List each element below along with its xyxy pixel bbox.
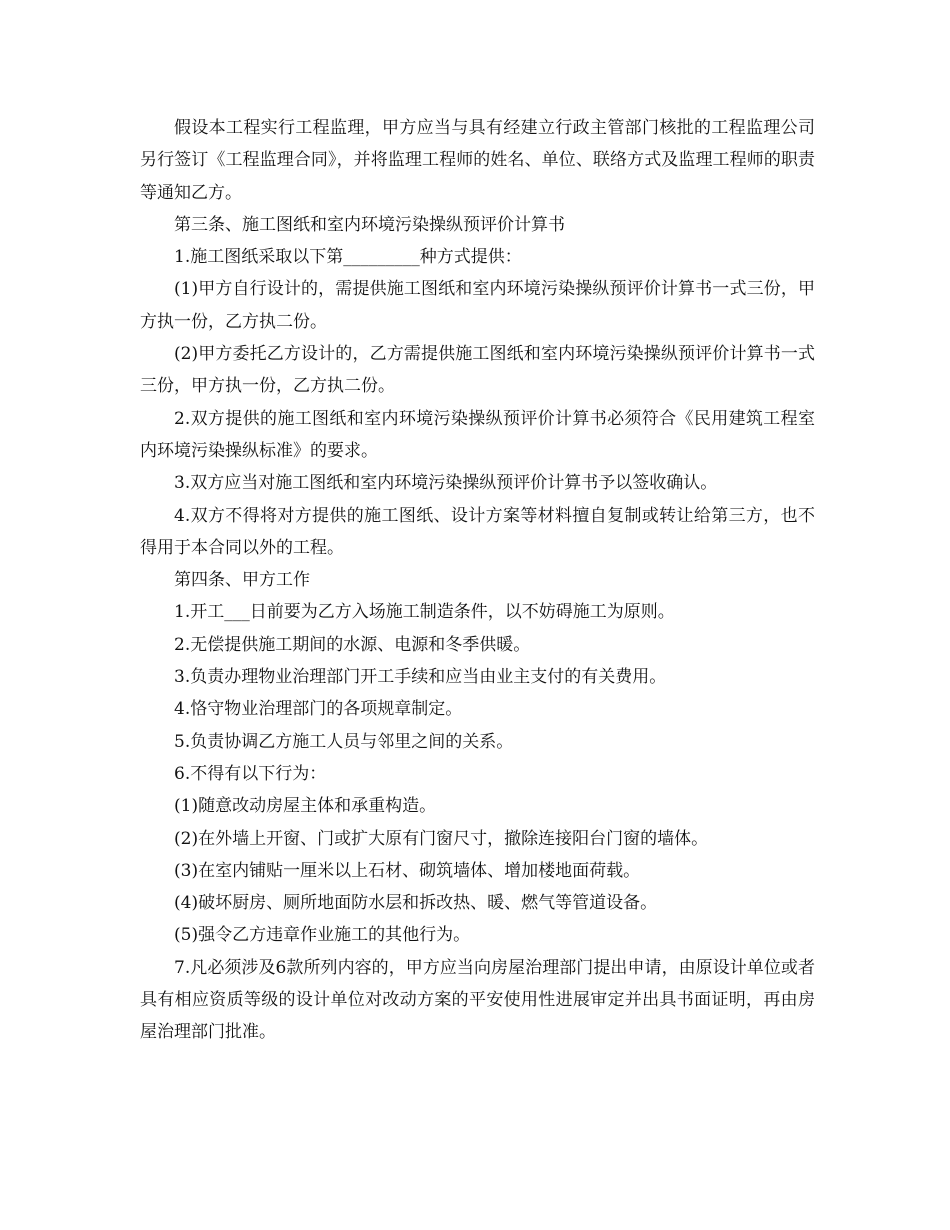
paragraph-4-5: 5.负责协调乙方施工人员与邻里之间的关系。	[174, 731, 514, 752]
paragraph-4-2: 2.无偿提供施工期间的水源、电源和冬季供暖。	[174, 634, 531, 655]
paragraph-3-1-1: (1)甲方自行设计的，需提供施工图纸和室内环境污染操纵预评价计算书一式三份，甲方执一份，乙方执二份。	[140, 279, 815, 332]
paragraph-4-7: 7.凡必须涉及6款所列内容的，甲方应当向房屋治理部门提出申请，由原设计单位或者具有相应资质等级的设计单位对改动方案的平安使用性进展审定并出具书面证明，再由房屋治理部门批准。	[140, 957, 815, 1043]
paragraph-4-6-3: (3)在室内铺贴一厘米以上石材、砌筑墙体、增加楼地面荷载。	[174, 860, 641, 881]
paragraph-4-1: 1.开工___日前要为乙方入场施工制造条件，以不妨碍施工为原则。	[174, 602, 675, 623]
paragraph-3-1: 1.施工图纸采取以下第_________种方式提供：	[174, 247, 522, 268]
heading-article-3: 第三条、施工图纸和室内环境污染操纵预评价计算书	[174, 214, 565, 235]
paragraph-4-6: 6.不得有以下行为：	[174, 763, 327, 784]
paragraph-supervision: 假设本工程实行工程监理，甲方应当与具有经建立行政主管部门核批的工程监理公司另行签订《工程监理合同》，并将监理工程师的姓名、单位、联络方式及监理工程师的职责等通知乙方。	[140, 118, 815, 203]
paragraph-4-4: 4.恪守物业治理部门的各项规章制定。	[174, 699, 463, 720]
paragraph-3-3: 3.双方应当对施工图纸和室内环境污染操纵预评价计算书予以签收确认。	[174, 473, 718, 494]
paragraph-3-2: 2.双方提供的施工图纸和室内环境污染操纵预评价计算书必须符合《民用建筑工程室内环境污染操纵标准》的要求。	[140, 408, 815, 461]
paragraph-4-6-2: (2)在外墙上开窗、门或扩大原有门窗尺寸，撤除连接阳台门窗的墙体。	[174, 828, 709, 849]
paragraph-3-1-2: (2)甲方委托乙方设计的，乙方需提供施工图纸和室内环境污染操纵预评价计算书一式三份，甲方执一份，乙方执二份。	[140, 344, 815, 397]
paragraph-4-6-4: (4)破坏厨房、厕所地面防水层和拆改热、暖、燃气等管道设备。	[174, 893, 658, 914]
paragraph-4-6-5: (5)强令乙方违章作业施工的其他行为。	[174, 925, 471, 946]
heading-article-4: 第四条、甲方工作	[174, 570, 310, 591]
paragraph-3-4: 4.双方不得将对方提供的施工图纸、设计方案等材料擅自复制或转让给第三方，也不得用于本合同以外的工程。	[140, 505, 815, 558]
paragraph-4-6-1: (1)随意改动房屋主体和承重构造。	[174, 796, 437, 817]
document-page	[140, 112, 815, 1049]
paragraph-4-3: 3.负责办理物业治理部门开工手续和应当由业主支付的有关费用。	[174, 667, 667, 688]
